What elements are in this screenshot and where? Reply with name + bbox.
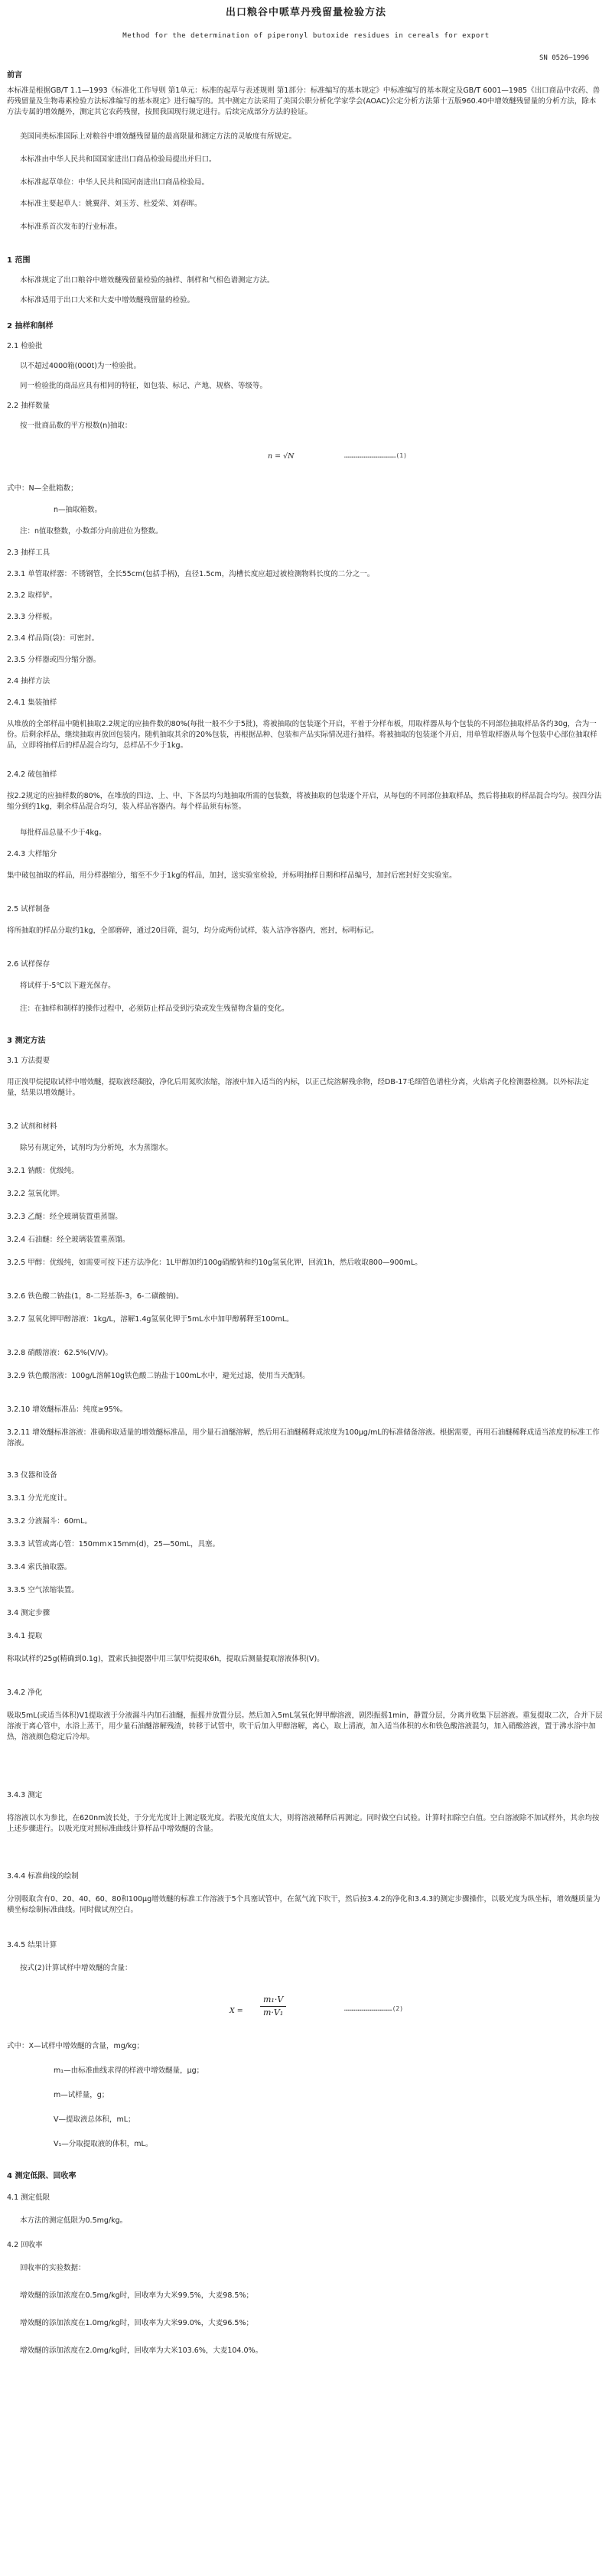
clause-label: 3.4.2 净化 [7,1689,43,1697]
formula-lhs: X = [230,2007,243,2015]
paragraph: 本方法的测定低限为0.5mg/kg。 [20,2216,128,2225]
section-heading: 2 抽样和制样 [7,322,54,331]
clause-item: 3.2.4 石油醚：经全玻璃装置重蒸馏。 [7,1236,130,1244]
paragraph: 回收率的实验数据： [20,2264,86,2272]
paragraph: 本标准规定了出口粮谷中增效醚残留量检验的抽样、制样和气相色谱测定方法。 [20,276,275,285]
formula-fraction [260,1994,286,2019]
formula-numerator: m₁·V [260,1994,286,2007]
clause-label: 4.1 测定低限 [7,2193,50,2202]
note: 注：n值取整数，小数部分向前进位为整数。 [20,527,163,536]
paragraph: 将试样于-5℃以下避光保存。 [20,982,116,990]
clause-item: 3.2.1 钠酸：优级纯。 [7,1167,79,1175]
standard-number: SN 0526—1996 [539,54,589,62]
note: 注：在抽样和制样的操作过程中，必须防止样品受到污染或发生残留物含量的变化。 [20,1005,289,1013]
formula-number: ……………………………………(1) [344,452,407,459]
section-heading: 3 测定方法 [7,1037,46,1045]
formula: n = √N [268,452,295,461]
clause-label: 3.2 试剂和材料 [7,1122,57,1131]
paragraph: 按式(2)计算试样中增效醚的含量： [20,1964,132,1972]
clause-item: 3.2.11 增效醚标准溶液：准确称取适量的增效醚标准品，用少量石油醚溶解，然后用石油醚稀释成浓度为100μg/mL的标准储备溶液。根据需要，再用石油醚稀释成适当浓度的标准工作溶液。 [7,1428,600,1448]
clause-label: 2.4.3 大样缩分 [7,850,57,858]
recovery-line: 增效醚的添加浓度在0.5mg/kg时，回收率为大米99.5%，大麦98.5%； [20,2291,253,2300]
paragraph: 除另有规定外，试剂均为分析纯，水为蒸馏水。 [20,1144,173,1152]
clause-item: 3.3.4 索氏抽取器。 [7,1563,72,1571]
paragraph: 按2.2规定的应抽样数的80%，在堆放的四边、上、中、下各层均匀地抽取所需的包装数，将被抽取的包装逐个开启，从每包的不同部位抽取样品，然后将抽取的样品混合均匀。按四分法缩分到约1kg，剩余样品混合均匀，装入样品容器内。每个样品须有标签。 [7,792,602,811]
clause-item: 3.2.7 氢氧化钾甲醇溶液：1kg/L，溶解1.4g氢氧化钾于5mL水中加甲醇稀释至100mL。 [7,1315,294,1324]
clause-item: 3.2.9 铁色酸溶液：100g/L溶解10g铁色酸二钠盐于100mL水中，避光过滤，使用当天配制。 [7,1372,310,1380]
clause-label: 2.3 抽样工具 [7,549,50,557]
document-english-title: Method for the determination of piperonyl butoxide residues in cereals for export [122,31,490,40]
formula-where: 式中：N—全批箱数； [7,484,78,493]
recovery-line: 增效醚的添加浓度在2.0mg/kg时，回收率为大米103.6%，大麦104.0%。 [20,2346,263,2355]
paragraph: 称取试样约25g(精确到0.1g)，置索氏抽提器中用三氯甲烷提取6h，提取后测量提取溶液体积(V)。 [7,1655,324,1663]
foreword-paragraph: 本标准系首次发布的行业标准。 [20,223,122,231]
clause-label: 3.3 仪器和设备 [7,1471,57,1480]
paragraph: 从堆放的全部样品中随机抽取2.2规定的应抽件数的80%(每批一般不少于5批)，将被抽取的包装逐个开启，平着于分样布板，用取样器从每个包装的不同部位抽取样品各约30g，合为一份。后剩余样品，继续抽取再放回包装内。随机抽取其余的20%包装，再根据品种、包装和产品实际情况进行抽样。将被抽取的包装逐个开启，用单管取样器从每个包装中心部位抽取样品，立即将抽样后的样品混合均匀，总样品不少于1kg。 [7,720,597,750]
foreword-paragraph: 美国同类标准国际上对粮谷中增效醚残留量的最高限量和测定方法的灵敏度有所规定。 [20,132,297,141]
foreword-paragraph: 本标准主要起草人：姚翼萍、刘玉芳、杜爱荣、刘春晖。 [20,200,202,208]
clause-label: 2.4.2 破包抽样 [7,770,57,779]
clause-item: 3.2.5 甲醇：优级纯，如需要可按下述方法净化：1L甲醇加约100g硝酸钠和约10g氢氧化钾，回流1h，然后收取800—900mL。 [7,1259,422,1267]
clause-label: 3.4.1 提取 [7,1632,43,1640]
formula-where: 式中：X—试样中增效醚的含量，mg/kg； [7,2042,145,2050]
clause-label: 2.4 抽样方法 [7,677,50,686]
paragraph: 每批样品总量不少于4kg。 [20,829,106,837]
clause-item: 3.3.3 试管或离心管：150mm×15mm(d)，25—50mL，具塞。 [7,1540,220,1549]
clause-label: 3.4.3 测定 [7,1791,43,1799]
foreword-heading: 前言 [7,71,22,80]
clause-item: 2.3.2 取样铲。 [7,591,57,600]
clause-item: 2.3.5 分样器或四分缩分器。 [7,656,101,664]
formula-variable: m—试样量，g； [54,2091,109,2099]
clause-label: 2.5 试样制备 [7,905,50,913]
clause-item: 3.3.1 分光光度计。 [7,1494,72,1503]
paragraph: 将溶液以水为参比，在620nm波长处，于分光光度计上测定吸光度。若吸光度值太大，则将溶液稀释后再测定。同时做空白试验。计算时扣除空白值。空白溶液除不加试样外，其余均按上述步骤进行。以吸光度对照标准曲线计算样品中增效醚的含量。 [7,1814,600,1833]
clause-item: 3.3.5 空气浓缩装置。 [7,1586,79,1594]
formula-variable: V—提取液总体积，mL； [54,2115,135,2124]
foreword-paragraph: 本标准是根据GB/T 1.1—1993《标准化工作导则 第1单元：标准的起草与表述规则 第1部分：标准编写的基本规定》中标准编写的基本规定及GB/T 6001—1985《出口商品中农药、兽药残留量及生物毒素检验方法标准编写的基本规定》进行编写的。其中测定方法采用了美国公职分析化学家学会(AOAC)公定分析方法第十五版960.40中增效醚残留量的分析方法，除本方法专属的增效醚外，测定其它农药残留，按照我国现行规定进行。后续完成部分方法的验证。 [7,86,601,116]
clause-label: 4.2 回收率 [7,2241,43,2249]
clause-item: 3.2.2 氢氧化钾。 [7,1190,64,1198]
formula-number: …………………………………(2) [344,2005,404,2012]
paragraph: 集中破包抽取的样品，用分样器缩分，缩至不少于1kg的样品，加封，送实验室检验，并标明抽样日期和样品编号，加封后密封好交实验室。 [7,871,457,880]
title-block [0,0,612,41]
paragraph: 以不超过4000箱(000t)为一检验批。 [20,362,141,370]
section-heading: 1 范围 [7,256,31,265]
clause-label: 2.4.1 集装抽样 [7,699,57,707]
foreword-paragraph: 本标准起草单位：中华人民共和国河南进出口商品检验局。 [20,178,210,187]
clause-item: 2.3.1 单管取样器：不锈钢管，全长55cm(包括手柄)，直径1.5cm，沟槽长度应超过被检测物料长度的二分之一。 [7,570,375,578]
paragraph: 吸取5mL(或适当体积)V1提取液于分液漏斗内加石油醚，振摇并放置分层。然后加入5mL氢氧化钾甲醇溶液，剧烈振摇1min，静置分层，分离并收集下层溶液。重复提取二次，合并下层溶液于离心管中，水浴上蒸干，用少量石油醚溶解残渣，转移于试管中，吹干后加入甲醇溶解，离心，取上清液，加入适当体积的水和铁色酸溶液混匀，加入硝酸溶液，置于沸水浴中加热，溶液颜色稳定后冷却。 [7,1711,603,1741]
paragraph: 用正溴甲烷提取试样中增效醚，提取液经凝胶，净化后用氮吹浓缩，溶液中加入适当的内标，以正己烷溶解残余物，经DB-17毛细管色谱柱分离，火焰离子化检测器检测。以外标法定量，结果以增效醚计。 [7,1078,589,1097]
paragraph: 同一检验批的商品应具有相同的特征，如包装、标记、产地、规格、等级等。 [20,382,268,390]
document-title: 出口粮谷中哌草丹残留量检验方法 [225,7,386,18]
clause-item: 3.2.10 增效醚标准品：纯度≥95%。 [7,1405,128,1414]
foreword-paragraph: 本标准由中华人民共和国国家进出口商品检验局提出并归口。 [20,155,216,164]
paragraph: 本标准适用于出口大米和大麦中增效醚残留量的检验。 [20,296,195,304]
clause-item: 3.2.3 乙醚：经全玻璃装置重蒸馏。 [7,1213,122,1221]
clause-label: 2.1 检验批 [7,342,43,350]
clause-label: 2.2 抽样数量 [7,402,50,410]
clause-item: 2.3.4 样品筒(袋)：可密封。 [7,634,99,643]
paragraph: 分别吸取含有0、20、40、60、80和100μg增效醚的标准工作溶液于5个具塞试管中，在氮气流下吹干，然后按3.4.2的净化和3.4.3的测定步骤操作，以吸光度为纵坐标，增效醚质量为横坐标绘制标准曲线。同时做试剂空白。 [7,1895,601,1914]
clause-item: 2.3.3 分样板。 [7,613,57,621]
clause-item: 3.2.6 铁色酸二钠盐(1，8-二羟基萘-3，6-二磺酸钠)。 [7,1292,184,1301]
clause-label: 3.1 方法提要 [7,1057,50,1065]
section-heading: 4 测定低限、回收率 [7,2172,76,2180]
paragraph: 将所抽取的样品分取约1kg，全部磨碎，通过20目筛，混匀，均分成两份试样，装入洁净容器内，密封，标明标记。 [7,927,379,935]
formula-variable: V₁—分取提取液的体积，mL。 [54,2140,153,2148]
clause-item: 3.3.2 分液漏斗：60mL。 [7,1517,92,1526]
formula-variable: n—抽取箱数。 [54,506,103,514]
formula-denominator: m·V₁ [263,2007,284,2017]
clause-label: 3.4.5 结果计算 [7,1941,57,1949]
formula-variable: m₁—由标准曲线求得的样液中增效醚量，μg； [54,2066,204,2075]
clause-label: 3.4 测定步骤 [7,1609,50,1617]
recovery-line: 增效醚的添加浓度在1.0mg/kg时，回收率为大米99.0%，大麦96.5%； [20,2319,253,2327]
clause-label: 2.6 试样保存 [7,960,50,969]
clause-item: 3.2.8 硝酸溶液：62.5%(V/V)。 [7,1349,112,1357]
clause-label: 3.4.4 标准曲线的绘制 [7,1872,79,1881]
paragraph: 按一批商品数的平方根数(n)抽取： [20,422,132,430]
